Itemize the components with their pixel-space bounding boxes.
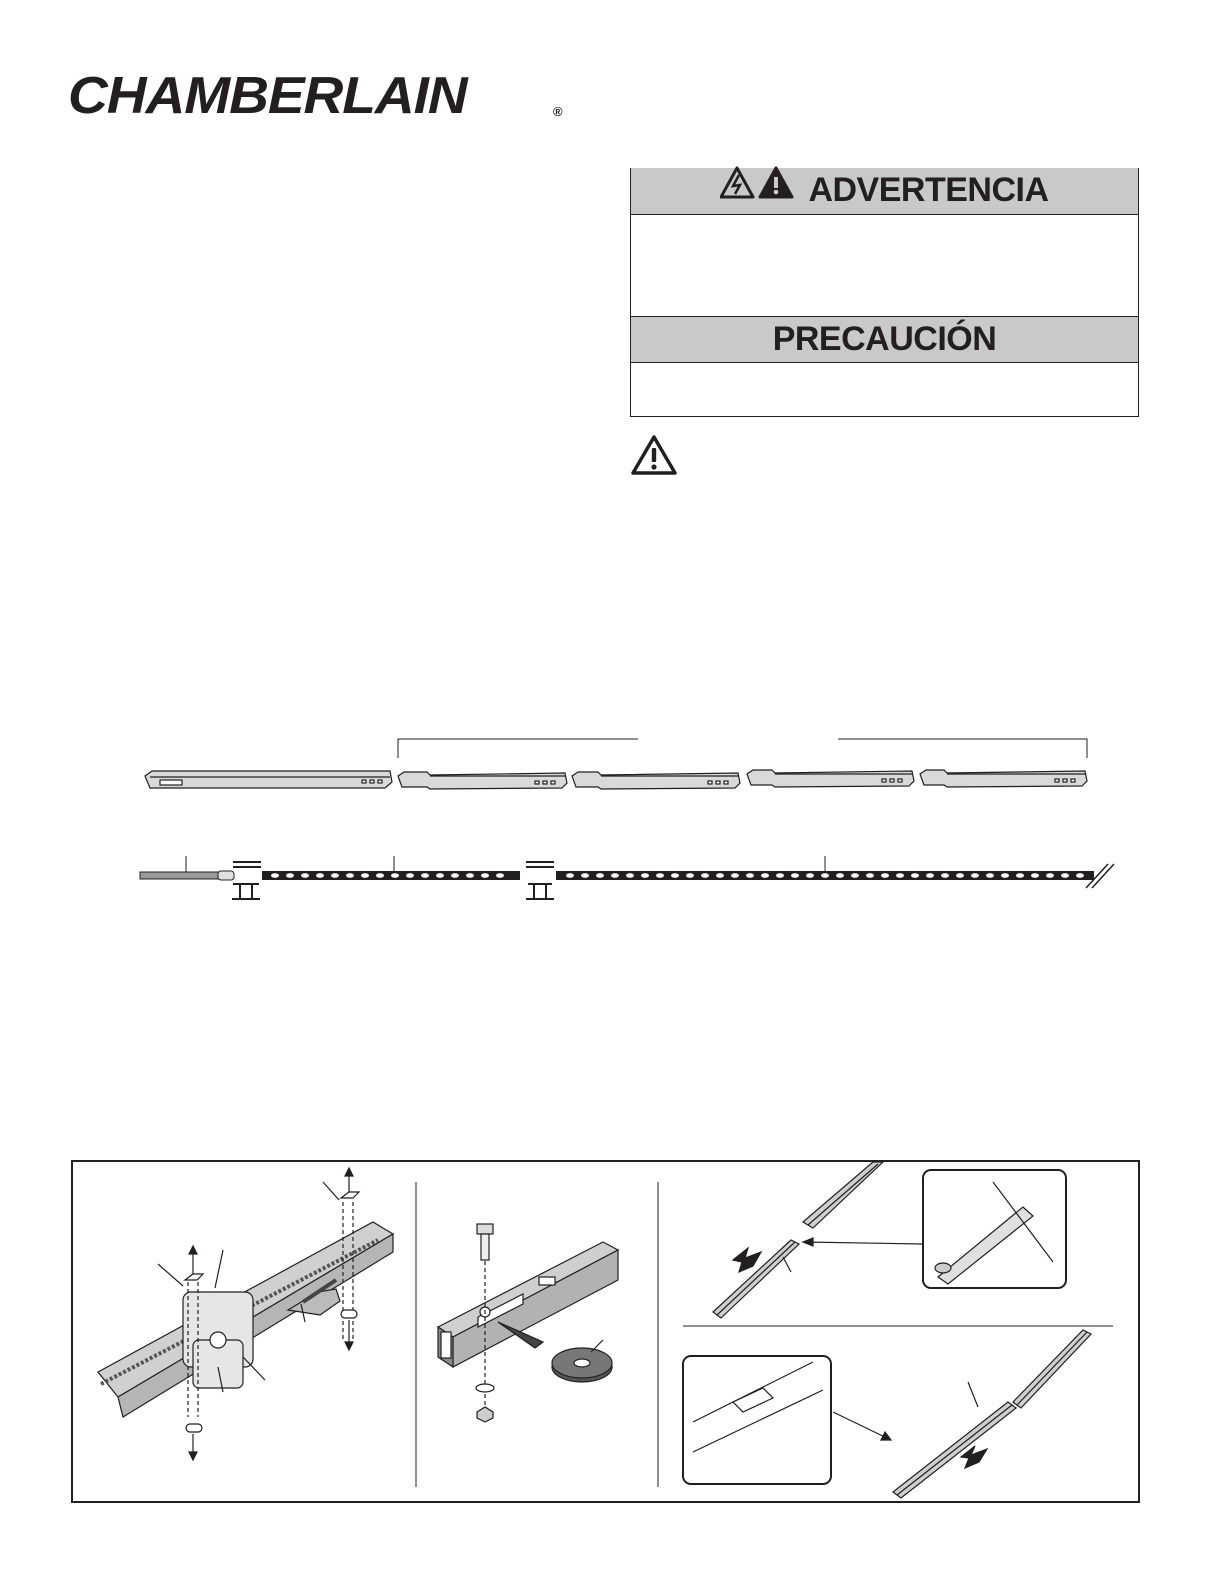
assembly-figure-drawing xyxy=(73,1162,1138,1501)
trolley-chain-detail xyxy=(98,1168,393,1460)
back-rail-section xyxy=(920,770,1087,787)
rail-join-bottom-detail xyxy=(683,1330,1091,1498)
center-rail-section-1 xyxy=(398,772,567,789)
master-link-2 xyxy=(526,862,554,899)
chain-segment-1 xyxy=(262,856,520,880)
rail-join-top-detail xyxy=(713,1162,1066,1318)
chain-segment-2 xyxy=(556,856,1094,880)
caution-label: PRECAUCIÓN xyxy=(772,320,997,358)
center-rail-section-3 xyxy=(747,770,914,787)
brand-logo-text: CHAMBERLAIN xyxy=(68,67,467,125)
threaded-shaft xyxy=(140,856,234,880)
assembly-figure-panel xyxy=(71,1160,1140,1503)
master-link-1 xyxy=(232,862,261,899)
front-rail-section xyxy=(145,771,392,788)
registered-mark: ® xyxy=(553,104,563,119)
center-rail-section-2 xyxy=(572,772,740,789)
rail-pulley-detail xyxy=(438,1224,618,1422)
rail-section-bracket xyxy=(398,739,1087,758)
warning-label: ADVERTENCIA xyxy=(808,170,1049,209)
